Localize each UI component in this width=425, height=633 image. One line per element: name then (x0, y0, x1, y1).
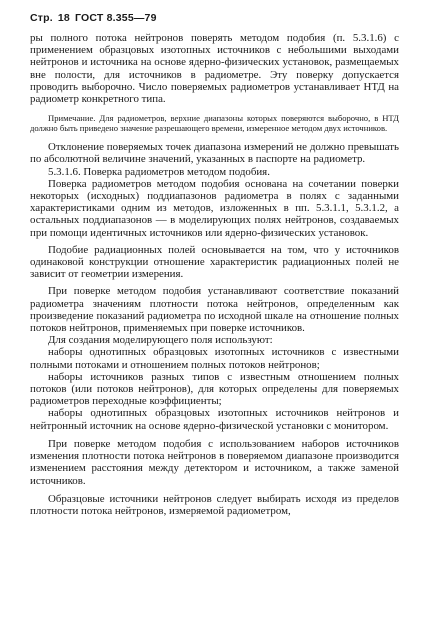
paragraph: Отклонение поверяемых точек диапазона измерений не должно превышать по абсолютной величине значений, указанных в паспорте на радиометр. (30, 141, 399, 166)
page-label: Стр. (30, 12, 53, 24)
page-number: 18 (57, 12, 70, 24)
paragraph: Подобие радиационных полей основывается на том, что у источников одинаковой конструкции отношение характеристик радиационных полей не зависит от геометрии измерения. (30, 243, 399, 281)
paragraph: Для создания моделирующего поля используют: (48, 334, 273, 347)
standard-designation: ГОСТ 8.355—79 (74, 12, 157, 24)
page-header (30, 12, 399, 26)
paragraph: ры полного потока нейтронов поверять методом подобия (п. 5.3.1.6) с применением образцовых изотопных источников с небольшими выходами нейтронов и источника на основе ядерно-физических установок, размещаемых вне полости, для источников в радиометре. Эту поверку допускается проводить выборочно. Число поверяемых радиометров устанавливает НТД на радиометр конкретного типа. (30, 32, 399, 106)
list-item: наборы однотипных образцовых изотопных источников с известными полными потоками и отношением полных потоков нейтронов; (30, 346, 399, 371)
body-text (30, 32, 399, 517)
list-item: наборы источников разных типов с известным отношением полных потоков (или потоков нейтронов), для которых определены для поверяемых радиометров переходные коэффициенты; (30, 370, 399, 408)
paragraph: При поверке методом подобия устанавливают соответствие показаний радиометра значениям плотности потока нейтронов, определенным как произведение показаний радиометра по исходной шкале на отношение полных потоков нейтронов, применяемых при поверке источников. (30, 285, 399, 335)
list-item: наборы однотипных образцовых изотопных источников нейтронов и нейтронный источник на основе ядерно-физической установки с монитором. (30, 407, 399, 432)
note-paragraph: Примечание. Для радиометров, верхние диапазоны которых поверяются выборочно, в НТД должно быть приведено значение разрешающего времени, измеренное методом двух источников. (30, 113, 399, 134)
paragraph: Образцовые источники нейтронов следует выбирать исходя из пределов плотности потока нейтронов, измеряемой радиометром, (30, 492, 399, 517)
paragraph: Поверка радиометров методом подобия основана на сочетании поверки некоторых (исходных) поддиапазонов радиометра в полях с заданными характеристиками одним из методов, изложенных в пп. 5.3.1.1, 5.3.1.2, а остальных поддиапазонов — в моделирующих полях нейтронов, создаваемых при помощи идентичных источников или ядерно-физических установок. (30, 177, 399, 239)
section-heading: 5.3.1.6. Поверка радиометров методом подобия. (48, 165, 270, 178)
paragraph: При поверке методом подобия с использованием наборов источников изменения плотности потока нейтронов в поверяемом диапазоне производится изменением расстояния между детектором и источником, а также заменой источников. (30, 437, 399, 487)
